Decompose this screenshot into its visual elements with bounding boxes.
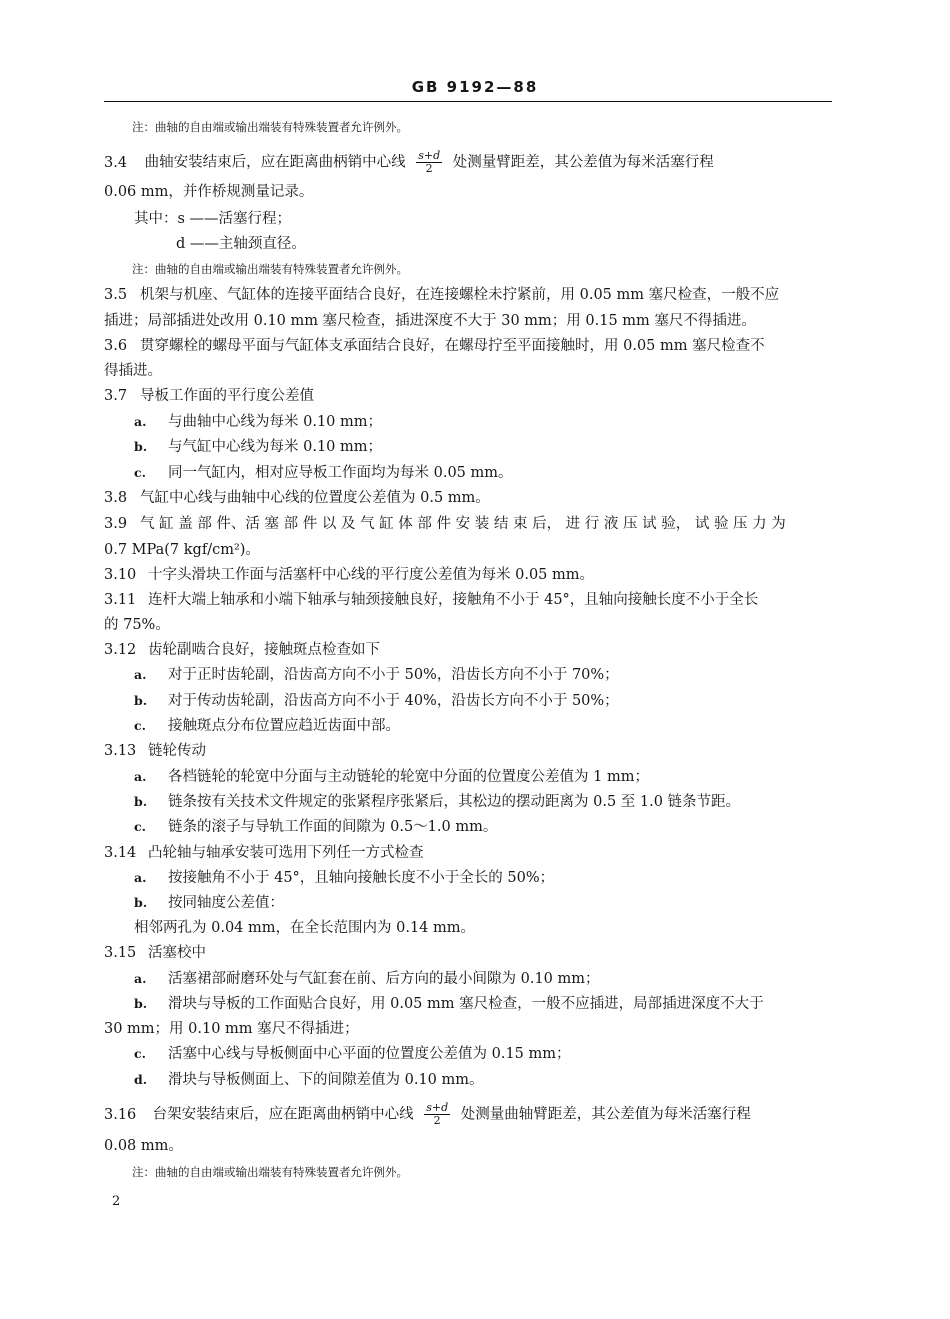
clause-text: 凸轮轴与轴承安装可选用下列任一方式检查 bbox=[148, 845, 424, 861]
clause-3-5 bbox=[104, 284, 779, 306]
item-label: b. bbox=[134, 439, 148, 454]
clause-text: 活塞校中 bbox=[148, 945, 206, 961]
item-label: b. bbox=[134, 693, 148, 708]
item-text: 按同轴度公差值： bbox=[168, 895, 284, 911]
fraction-numerator: s+d bbox=[426, 1101, 449, 1114]
item-label: c. bbox=[134, 465, 146, 480]
text-line: 30 mm；用 0.10 mm 塞尺不得插进； bbox=[104, 1021, 359, 1037]
page-number: 2 bbox=[112, 1194, 121, 1209]
clause-number: 3.11 bbox=[104, 592, 137, 608]
text-line: 插进；局部插进处改用 0.10 mm 塞尺检查，插进深度不大于 30 mm；用 0.15 mm 塞尺不得插进。 bbox=[104, 313, 756, 329]
item-text: 对于传动齿轮副，沿齿高方向不小于 40%，沿齿长方向不小于 50%； bbox=[168, 693, 619, 709]
clause-number: 3.4 bbox=[104, 154, 128, 171]
clause-3-15 bbox=[104, 942, 206, 964]
clause-text: 十字头滑块工作面与活塞杆中心线的平行度公差值为每米 0.05 mm。 bbox=[148, 567, 595, 583]
clause-text: 机架与机座、气缸体的连接平面结合良好，在连接螺栓未拧紧前，用 0.05 mm 塞尺检查，一般不应 bbox=[140, 287, 780, 303]
clause-number: 3.13 bbox=[104, 743, 137, 759]
fraction-denominator: 2 bbox=[425, 162, 433, 175]
list-item bbox=[134, 867, 554, 889]
clause-text: 贯穿螺栓的螺母平面与气缸体支承面结合良好，在螺母拧至平面接触时，用 0.05 mm 塞尺检查不 bbox=[140, 338, 765, 354]
list-item bbox=[134, 690, 619, 712]
clause-3-4 bbox=[104, 150, 714, 175]
clause-3-10 bbox=[104, 564, 594, 586]
clause-3-7 bbox=[104, 385, 314, 407]
clause-number: 3.5 bbox=[104, 287, 128, 303]
text-line: 0.7 MPa(7 kgf/cm²)。 bbox=[104, 542, 260, 558]
clause-text: 链轮传动 bbox=[148, 743, 206, 759]
clause-number: 3.7 bbox=[104, 388, 128, 404]
clause-number: 3.15 bbox=[104, 945, 137, 961]
clause-3-13 bbox=[104, 740, 206, 762]
list-item bbox=[134, 1043, 571, 1065]
list-item bbox=[134, 436, 382, 458]
note-line: 注：曲轴的自由端或输出端装有特殊装置者允许例外。 bbox=[132, 1165, 408, 1179]
clause-text: 气缸中心线与曲轴中心线的位置度公差值为 0.5 mm。 bbox=[140, 490, 490, 506]
fraction bbox=[416, 150, 442, 175]
item-text: 与曲轴中心线为每米 0.10 mm； bbox=[168, 414, 383, 430]
item-label: b. bbox=[134, 895, 148, 910]
item-label: b. bbox=[134, 996, 148, 1011]
item-text: 链条的滚子与导轨工作面的间隙为 0.5～1.0 mm。 bbox=[168, 819, 498, 835]
item-text: 滑块与导板侧面上、下的间隙差值为 0.10 mm。 bbox=[168, 1072, 484, 1088]
list-item bbox=[134, 715, 400, 737]
item-label: d. bbox=[134, 1072, 148, 1087]
clause-text: 处测量臂距差，其公差值为每米活塞行程 bbox=[452, 154, 714, 171]
fraction-denominator: 2 bbox=[433, 1114, 441, 1127]
item-label: a. bbox=[134, 971, 147, 986]
item-text: 活塞裙部耐磨环处与气缸套在前、后方向的最小间隙为 0.10 mm； bbox=[168, 971, 600, 987]
clause-text: 导板工作面的平行度公差值 bbox=[140, 388, 314, 404]
list-item bbox=[134, 892, 284, 914]
text-line: 其中：s ——活塞行程； bbox=[134, 211, 292, 227]
item-text: 与气缸中心线为每米 0.10 mm； bbox=[168, 439, 383, 455]
clause-number: 3.12 bbox=[104, 642, 137, 658]
note-line: 注：曲轴的自由端或输出端装有特殊装置者允许例外。 bbox=[132, 262, 408, 276]
text-line: 得插进。 bbox=[104, 363, 162, 379]
clause-text: 气 缸 盖 部 件、活 塞 部 件 以 及 气 缸 体 部 件 安 装 结 束 后， 进 行 液 压 试 验， 试 验 压 力 为 bbox=[140, 516, 786, 532]
item-text: 对于正时齿轮副，沿齿高方向不小于 50%，沿齿长方向不小于 70%； bbox=[168, 667, 619, 683]
fraction-numerator: s+d bbox=[418, 149, 441, 162]
item-label: b. bbox=[134, 794, 148, 809]
text-line: 的 75%。 bbox=[104, 617, 170, 633]
clause-number: 3.10 bbox=[104, 567, 137, 583]
item-text: 链条按有关技术文件规定的张紧程序张紧后，其松边的摆动距离为 0.5 至 1.0 链条节距。 bbox=[168, 794, 741, 810]
list-item bbox=[134, 993, 764, 1015]
item-text: 同一气缸内，相对应导板工作面均为每米 0.05 mm。 bbox=[168, 465, 513, 481]
text-line: 0.06 mm，并作桥规测量记录。 bbox=[104, 184, 314, 200]
item-label: a. bbox=[134, 414, 147, 429]
text-line: 0.08 mm。 bbox=[104, 1138, 183, 1154]
item-label: c. bbox=[134, 718, 146, 733]
item-label: a. bbox=[134, 769, 147, 784]
list-item bbox=[134, 1069, 484, 1091]
clause-number: 3.16 bbox=[104, 1106, 137, 1123]
page-header: GB 9192—88 bbox=[411, 78, 539, 96]
item-text: 接触斑点分布位置应趋近齿面中部。 bbox=[168, 718, 400, 734]
item-label: c. bbox=[134, 819, 146, 834]
clause-number: 3.9 bbox=[104, 516, 128, 532]
text-line: d ——主轴颈直径。 bbox=[176, 236, 306, 252]
item-text: 活塞中心线与导板侧面中心平面的位置度公差值为 0.15 mm； bbox=[168, 1046, 571, 1062]
list-item bbox=[134, 791, 740, 813]
clause-3-16 bbox=[104, 1102, 751, 1127]
clause-3-14 bbox=[104, 842, 424, 864]
list-item bbox=[134, 968, 600, 990]
text-line: 相邻两孔为 0.04 mm，在全长范围内为 0.14 mm。 bbox=[134, 920, 476, 936]
clause-3-8 bbox=[104, 487, 490, 509]
clause-text: 齿轮副啮合良好，接触斑点检查如下 bbox=[148, 642, 380, 658]
item-text: 滑块与导板的工作面贴合良好，用 0.05 mm 塞尺检查，一般不应插进，局部插进深度不大于 bbox=[168, 996, 764, 1012]
list-item bbox=[134, 766, 649, 788]
list-item bbox=[134, 462, 513, 484]
clause-text: 处测量曲轴臂距差，其公差值为每米活塞行程 bbox=[460, 1106, 751, 1123]
clause-text: 连杆大端上轴承和小端下轴承与轴颈接触良好，接触角不小于 45°，且轴向接触长度不小于全长 bbox=[148, 592, 759, 608]
item-text: 按接触角不小于 45°，且轴向接触长度不小于全长的 50%； bbox=[168, 870, 555, 886]
clause-3-11 bbox=[104, 589, 758, 611]
list-item bbox=[134, 816, 497, 838]
clause-text: 台架安装结束后，应在距离曲柄销中心线 bbox=[152, 1106, 414, 1123]
item-label: c. bbox=[134, 1046, 146, 1061]
fraction bbox=[424, 1102, 450, 1127]
clause-text: 曲轴安装结束后，应在距离曲柄销中心线 bbox=[144, 154, 406, 171]
note-line: 注：曲轴的自由端或输出端装有特殊装置者允许例外。 bbox=[132, 120, 408, 134]
header-rule bbox=[104, 101, 832, 102]
item-label: a. bbox=[134, 667, 147, 682]
clause-number: 3.8 bbox=[104, 490, 128, 506]
list-item bbox=[134, 411, 382, 433]
clause-number: 3.14 bbox=[104, 845, 137, 861]
item-text: 各档链轮的轮宽中分面与主动链轮的轮宽中分面的位置度公差值为 1 mm； bbox=[168, 769, 649, 785]
item-label: a. bbox=[134, 870, 147, 885]
clause-3-6 bbox=[104, 335, 765, 357]
clause-number: 3.6 bbox=[104, 338, 128, 354]
list-item bbox=[134, 664, 619, 686]
clause-3-12 bbox=[104, 639, 380, 661]
clause-3-9 bbox=[104, 513, 786, 535]
